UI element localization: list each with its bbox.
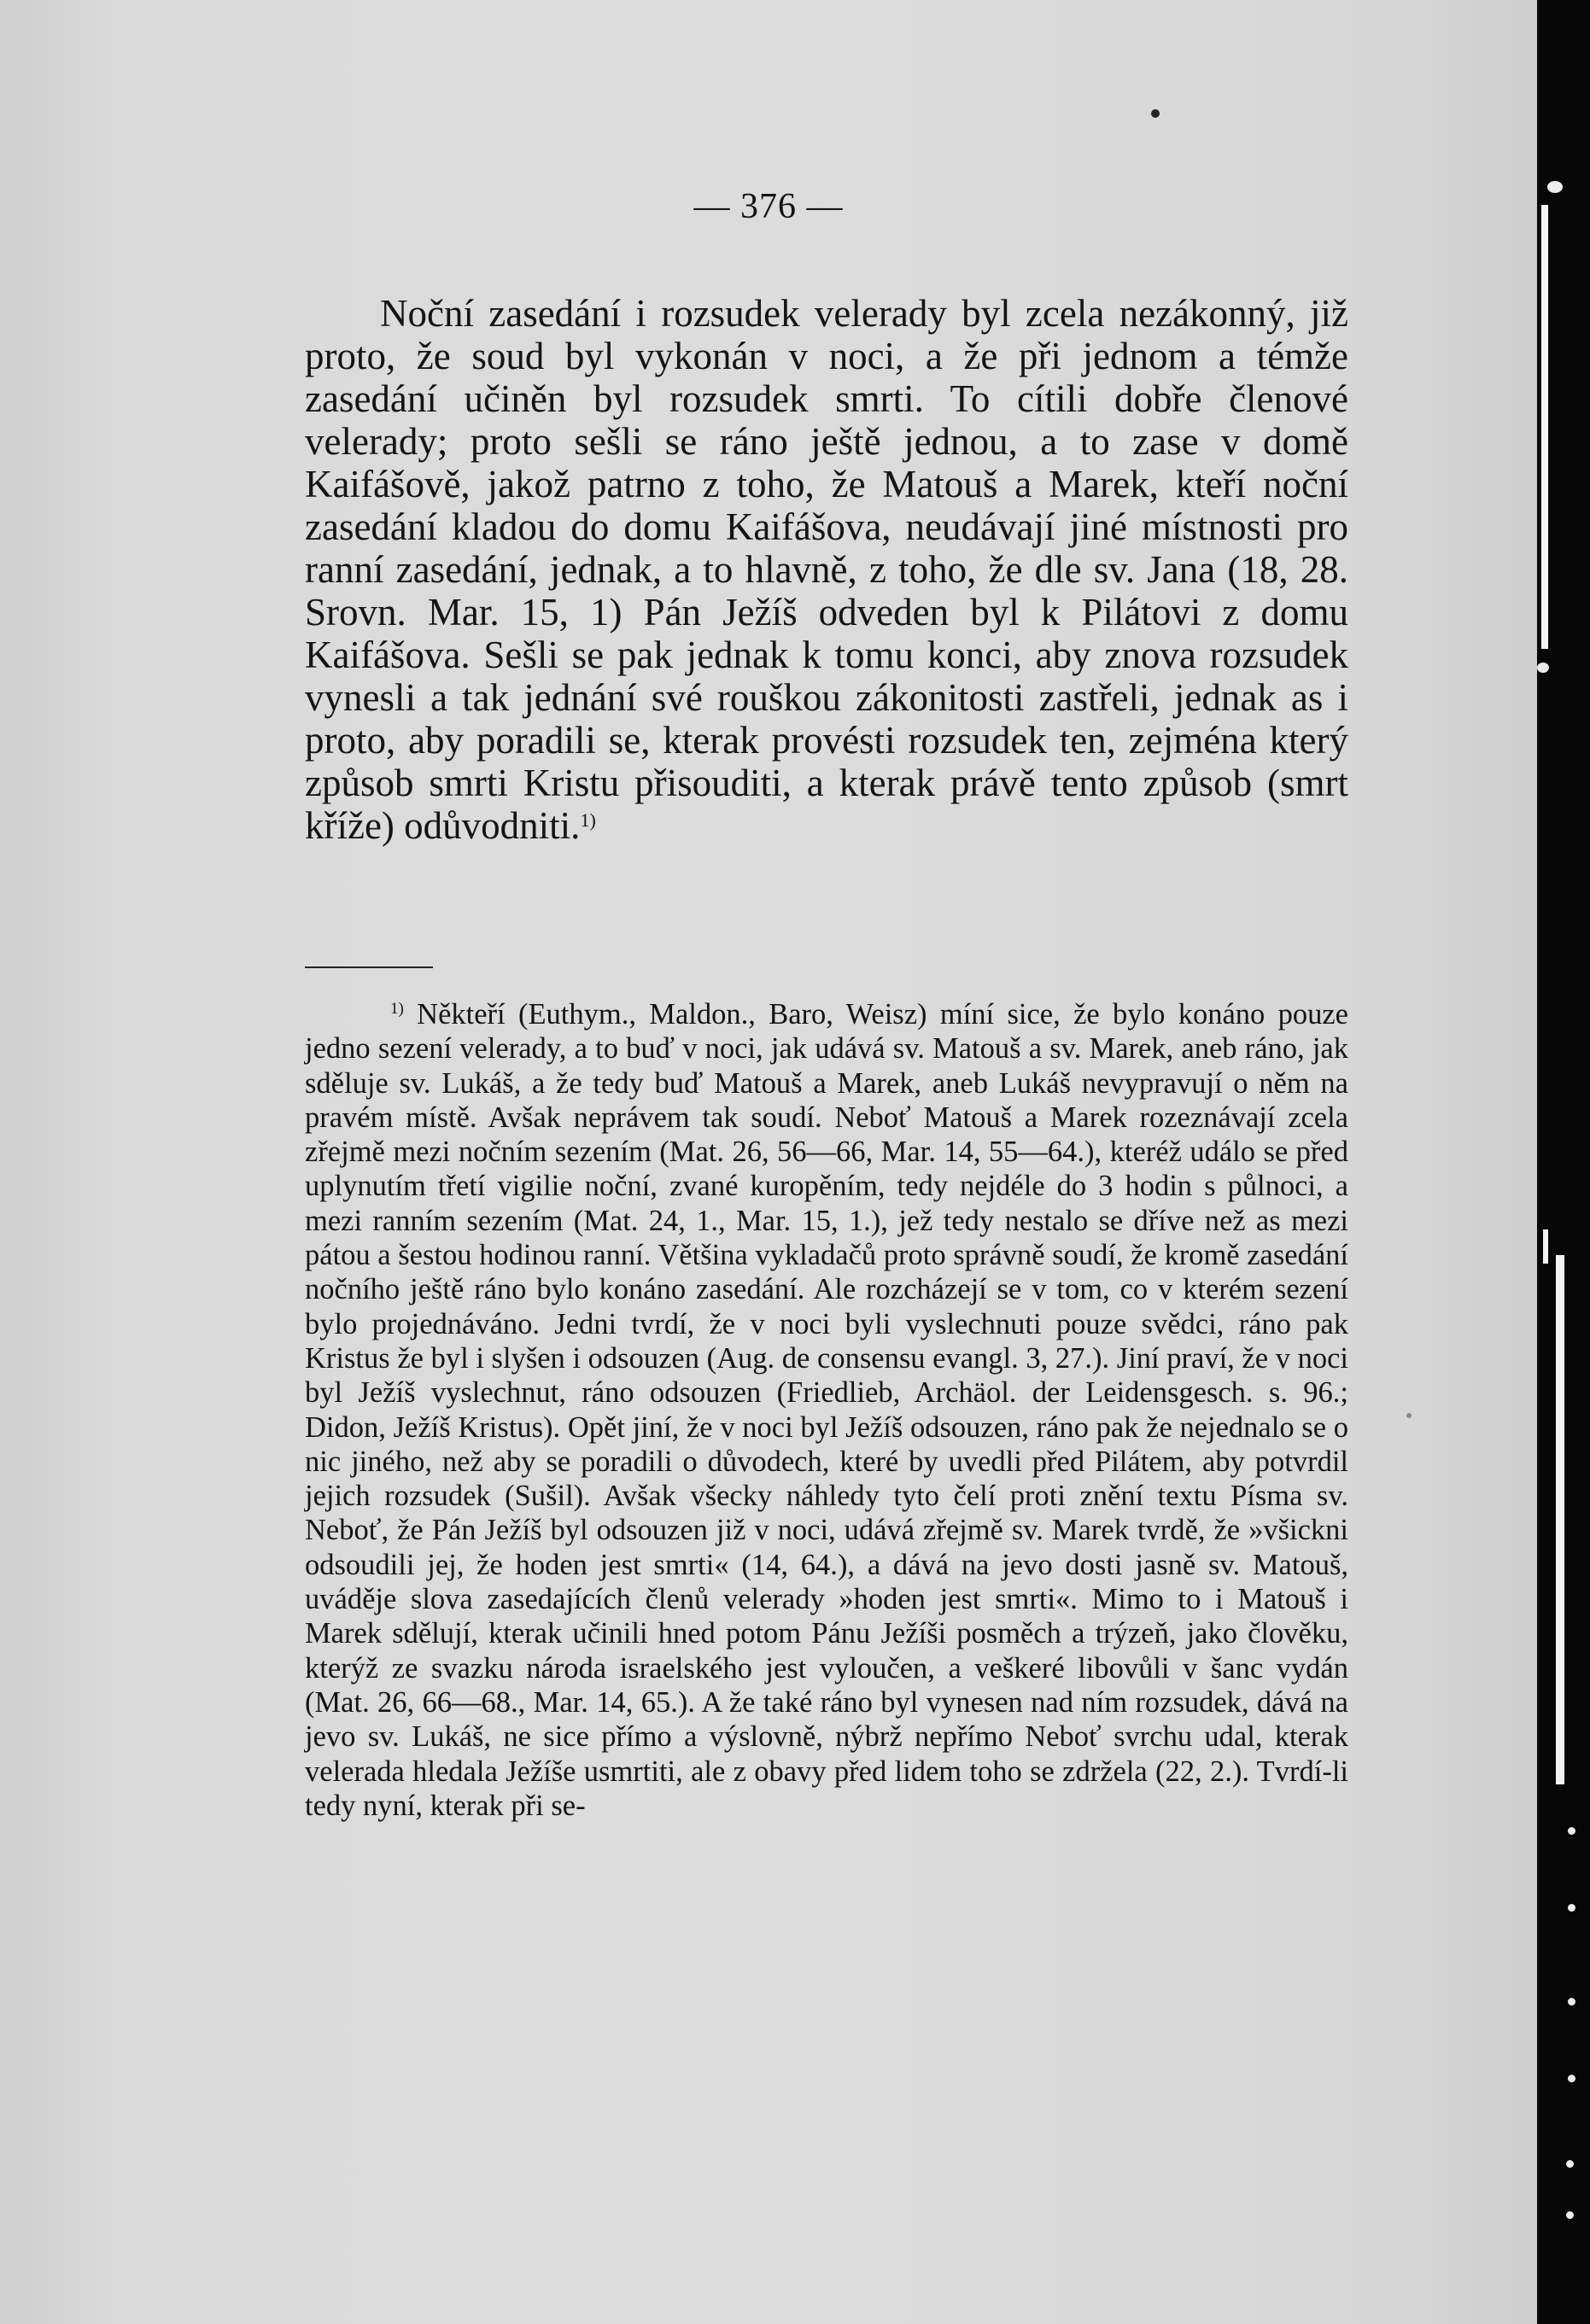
footnote-marker: 1) (390, 1000, 404, 1018)
edge-speck (1547, 181, 1563, 193)
main-paragraph-text: Noční zasedání i rozsudek velerady byl zcela nezákonný, již proto, že soud byl vykonán v noci, a že při jednom a témže zasedání učiněn byl rozsudek smrti. To cítili dobře členové velerady; proto sešli se ráno ještě jednou, a to zase v domě Kaifášově, jakož patrno z toho, že Matouš a Marek, kteří noční zasedání kladou do domu Kaifášova, neudávají jiné místnosti pro ranní zasedání, jednak, a to hlavně, z toho, že dle sv. Jana (18, 28. Srovn. Mar. 15, 1) Pán Ježíš odveden byl k Pilátovi z domu Kaifášova. Sešli se pak jednak k tomu konci, aby znova rozsudek vynesli a tak jednání své rouškou zákonitosti zastřeli, jednak as i proto, aby poradili se, kterak provésti rozsudek ten, zejména který způsob smrti Kristu přisouditi, a kterak právě tento způsob (smrt kříže) odůvodniti. (305, 292, 1348, 847)
edge-binding-mark (1541, 205, 1548, 649)
footnote (305, 992, 1348, 1823)
page-speck (1406, 1413, 1412, 1418)
edge-speck (1568, 1827, 1575, 1835)
edge-speck (1568, 1998, 1575, 2006)
edge-binding-mark (1556, 1255, 1564, 1784)
edge-binding-mark (1543, 1229, 1548, 1264)
footnote-reference: 1) (580, 809, 596, 831)
edge-speck (1568, 2075, 1575, 2082)
edge-speck (1566, 2160, 1574, 2168)
page-number: — 376 — (693, 187, 844, 226)
main-paragraph (305, 292, 1348, 847)
edge-speck (1568, 1904, 1575, 1912)
page-speck (1151, 109, 1160, 118)
footnote-text: Někteří (Euthym., Maldon., Baro, Weisz) míní sice, že bylo konáno pouze jedno sezení velerady, a to buď v noci, jak udává sv. Matouš a sv. Marek, aneb ráno, jak sděluje sv. Lukáš, a že tedy buď Matouš a Marek, aneb Lukáš nevypravují o něm na pravém místě. Avšak neprávem tak soudí. Neboť Matouš a Marek rozeznávají zcela zřejmě mezi nočním sezením (Mat. 26, 56—66, Mar. 14, 55—64.), kteréž událo se před uplynutím třetí vigilie noční, zvané kuropěním, tedy nejdéle do 3 hodin s půlnoci, a mezi ranním sezením (Mat. 24, 1., Mar. 15, 1.), jež tedy nestalo se dříve než as mezi pátou a šestou hodinou ranní. Většina vykladačů proto správně soudí, že kromě zasedání nočního ještě ráno bylo konáno zasedání. Ale rozcházejí se v tom, co v kterém sezení bylo projednáváno. Jedni tvrdí, že v noci byli vyslechnuti pouze svědci, ráno pak Kristus že byl i slyšen i odsouzen (Aug. de consensu evangl. 3, 27.). Jiní praví, že v noci byl Ježíš vyslechnut, ráno odsouzen (Friedlieb, Archäol. der Leidensgesch. s. 96.; Didon, Ježíš Kristus). Opět jiní, že v noci byl Ježíš odsouzen, ráno pak že nejednalo se o nic jiného, než aby se poradili o důvodech, které by uvedli před Pilátem, aby potvrdil jejich rozsudek (Sušil). Avšak všecky náhledy tyto čelí proti znění textu Písma sv. Neboť, že Pán Ježíš byl odsouzen již v noci, udává zřejmě sv. Marek tvrdě, že »všickni odsoudili jej, že hoden jest smrti« (14, 64.), a dává na jevo dosti jasně sv. Matouš, uváděje slova zasedajících členů velerady »hoden jest smrti«. Mimo to i Matouš i Marek sdělují, kterak učinili hned potom Pánu Ježíši posměch a trýzeň, jako člověku, kterýž ze svazku národa israelského jest vyloučen, a veškeré libovůli v šanc vydán (Mat. 26, 66—68., Mar. 14, 65.). A že také ráno byl vynesen nad ním rozsudek, dává na jevo sv. Lukáš, ne sice přímo a výslovně, nýbrž nepřímo Neboť svrchu udal, kterak velerada hledala Ježíše usmrtiti, ale z obavy před lidem toho se zdržela (22, 2.). Tvrdí-li tedy nyní, kterak při se- (305, 998, 1348, 1822)
edge-speck (1537, 663, 1549, 673)
edge-speck (1566, 2211, 1574, 2219)
footnote-separator (305, 966, 433, 968)
